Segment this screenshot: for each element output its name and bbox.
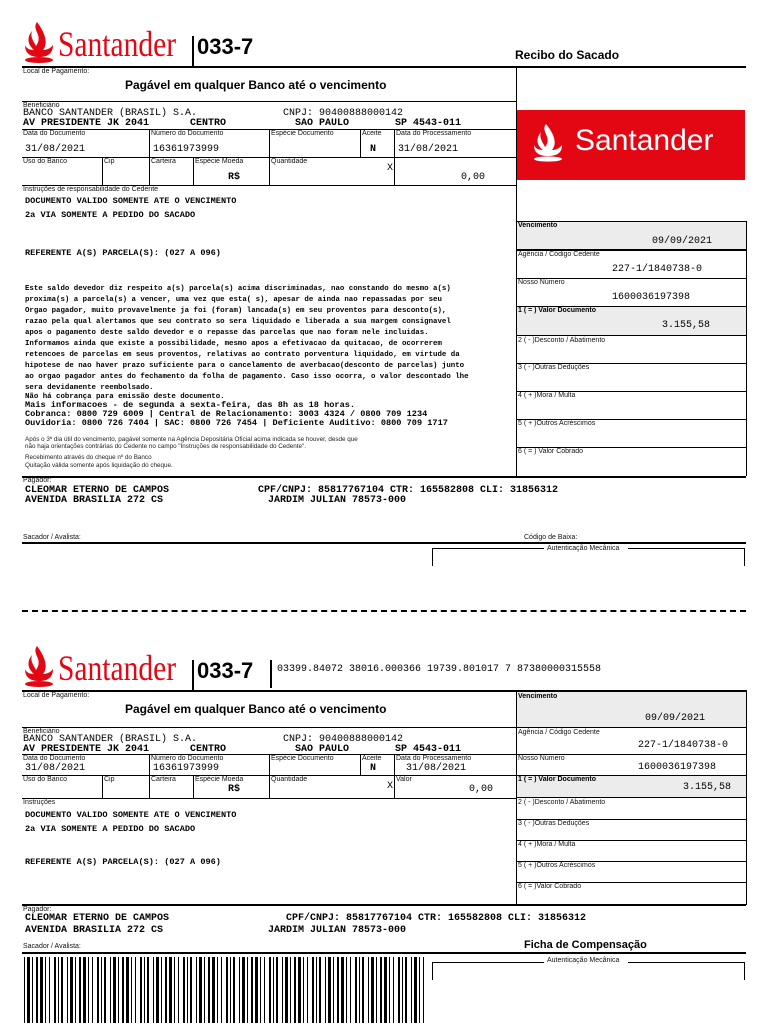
barcode-bar (110, 957, 111, 1023)
barcode-bar (217, 957, 218, 1023)
data-processamento-label: Data do Processamento (396, 130, 472, 137)
barcode-bar (282, 957, 283, 1023)
aceite-value: N (370, 144, 377, 155)
carteira-label: Carteira (151, 158, 176, 165)
paragraph-line: proxima(s) a parcela(s) a vencer, uma vez que esta( s), apesar de ainda nao repassadas por seu (25, 296, 442, 304)
barcode-bar (58, 957, 59, 1023)
barcode-bar (242, 957, 245, 1023)
barcode-bar (307, 957, 308, 1023)
barcode-bar (328, 957, 331, 1023)
bank-code: 033-7 (197, 34, 254, 59)
santander-wordmark: Santander (58, 24, 177, 64)
santander-wordmark: Santander (58, 648, 177, 688)
barcode-bar (402, 957, 403, 1023)
data-processamento-label: Data do Processamento (396, 755, 472, 762)
uso-banco-label: Uso do Banco (23, 776, 67, 783)
barcode-bar (359, 957, 360, 1023)
vencimento-label: Vencimento (518, 693, 558, 700)
barcode-bar (419, 957, 420, 1023)
data-processamento-value: 31/08/2021 (406, 763, 467, 774)
numero-documento-value: 16361973999 (153, 763, 220, 774)
barcode-bar (27, 957, 30, 1023)
barcode-bar (178, 957, 179, 1023)
barcode-bar (144, 957, 145, 1023)
bank-code: 033-7 (197, 658, 254, 683)
barcode-bar (233, 957, 235, 1023)
agencia-value: 227-1/1840738-0 (612, 264, 703, 275)
linha-digitavel: 03399.84072 38016.000366 19739.801017 7 87380000315558 (277, 664, 602, 675)
especie-moeda-label: Espécie Moeda (195, 776, 244, 783)
barcode-bar (88, 957, 89, 1023)
santander-banner (517, 110, 745, 180)
barcode-bar (384, 957, 387, 1023)
barcode-bar (398, 957, 400, 1023)
barcode-bar (350, 957, 351, 1023)
instrucao-parcelas: REFERENTE A(S) PARCELA(S): (027 A 096) (25, 248, 221, 258)
pagador-endereco: AVENIDA BRASILIA 272 CS (25, 925, 164, 936)
numero-documento-label: Número do Documento (151, 755, 224, 762)
barcode-bar (346, 957, 347, 1023)
barcode-bar (187, 957, 188, 1023)
agencia-value: 227-1/1840738-0 (638, 740, 729, 751)
aceite-label: Aceite (362, 755, 382, 762)
data-documento-label: Data do Documento (23, 130, 86, 137)
cut-line (22, 610, 746, 612)
especie-moeda-value: R$ (228, 784, 241, 795)
barcode-bar (389, 957, 390, 1023)
aceite-value: N (370, 763, 377, 774)
valor-label: Valor (396, 776, 412, 783)
barcode-bar (92, 957, 93, 1023)
santander-flame-icon (531, 122, 565, 162)
barcode-bar (196, 957, 197, 1023)
agencia-label: Agência / Código Cedente (518, 251, 600, 258)
instrucoes-label: Instruções de responsabilidade do Cedente (23, 186, 159, 193)
barcode-bar (341, 957, 344, 1023)
valor-value: 0,00 (469, 784, 494, 795)
barcode-bar (230, 957, 231, 1023)
barcode-bar (156, 957, 159, 1023)
nosso-numero-value: 1600036197398 (612, 292, 691, 303)
barcode-bar (212, 957, 215, 1023)
barcode-bar (49, 957, 50, 1023)
barcode-bar (264, 957, 265, 1023)
barcode-bar (269, 957, 271, 1023)
paragraph-line: Orgao pagador, muito provavelmente ja foi (foram) lancada(s) em seu proventos para desconto(s), (25, 307, 447, 315)
barcode-bar (147, 957, 149, 1023)
barcode-bar (204, 957, 205, 1023)
paragraph-line: sera devidamente reembolsado. (25, 384, 154, 392)
barcode-bar (355, 957, 357, 1023)
valor-cobrado-label: 6 ( = )Valor Cobrado (518, 883, 582, 890)
recibo-title: Recibo do Sacado (515, 48, 620, 62)
beneficiario-name: BANCO SANTANDER (BRASIL) S.A. (23, 734, 198, 745)
beneficiario-address: AV PRESIDENTE JK 2041 (23, 118, 150, 129)
valor-cobrado-label: 6 ( = ) Valor Cobrado (518, 448, 584, 455)
codigo-baixa-label: Código de Baixa: (524, 534, 578, 541)
pagador-nome: CLEOMAR ETERNO DE CAMPOS (25, 913, 170, 924)
instrucoes-label: Instruções (23, 799, 56, 806)
barcode-bar (169, 957, 172, 1023)
barcode-bar (45, 957, 46, 1023)
barcode-bar (113, 957, 116, 1023)
barcode-bar (104, 957, 106, 1023)
beneficiario-cnpj: CNPJ: 90400888000142 (283, 734, 404, 745)
ficha-title: Ficha de Compensação (524, 939, 647, 951)
pagador-endereco: AVENIDA BRASILIA 272 CS (25, 495, 164, 506)
agencia-label: Agência / Código Cedente (518, 729, 600, 736)
data-documento-value: 31/08/2021 (25, 763, 86, 774)
nosso-numero-value: 1600036197398 (638, 762, 717, 773)
barcode-bar (260, 957, 261, 1023)
nosso-numero-label: Nosso Número (518, 279, 565, 286)
instrucao-2: 2a VIA SOMENTE A PEDIDO DO SACADO (25, 210, 196, 220)
barcode-bar (174, 957, 175, 1023)
numero-documento-value: 16361973999 (153, 144, 220, 155)
data-documento-value: 31/08/2021 (25, 144, 86, 155)
barcode-bar (298, 957, 301, 1023)
barcode-bar (208, 957, 210, 1023)
barcode-bar (79, 957, 81, 1023)
beneficiario-cidade: SAO PAULO (295, 118, 350, 129)
paragraph-line: hipotese de nao haver prazo suficiente para o cancelamento de averbacao(desconto de parcelas) junto (25, 362, 465, 370)
nota-cheque-1: Recebimento através do cheque nº do Banco (25, 454, 152, 461)
barcode-bar (273, 957, 274, 1023)
local-pagamento-value: Pagável em qualquer Banco até o vencimento (125, 78, 387, 92)
pagador-label: Pagador: (23, 906, 52, 913)
valor-documento-value: 3.155,58 (662, 320, 711, 331)
barcode-bar (393, 957, 394, 1023)
barcode-bar (405, 957, 407, 1023)
barcode (24, 957, 424, 1023)
barcode-bar (337, 957, 339, 1023)
outras-deducoes-label: 3 ( - )Outras Deduções (518, 364, 590, 371)
barcode-bar (101, 957, 102, 1023)
ouvidoria-telefones: Ouvidoria: 0800 726 7404 | SAC: 0800 726 7454 | Deficiente Auditivo: 0800 709 1717 (25, 418, 448, 428)
barcode-bar (83, 957, 86, 1023)
especie-documento-label: Espécie Documento (271, 755, 334, 762)
pagador-nome: CLEOMAR ETERNO DE CAMPOS (25, 485, 170, 496)
santander-banner-wordmark: Santander (575, 124, 714, 157)
nosso-numero-label: Nosso Número (518, 755, 565, 762)
instrucao-1: DOCUMENTO VALIDO SOMENTE ATE O VENCIMENTO (25, 810, 237, 820)
paragraph-line: apos o pagamento deste saldo devedor e o repasse das parcelas que nao foram nele incluidas. (25, 329, 429, 337)
outras-deducoes-label: 3 ( - )Outras Deduções (518, 820, 590, 827)
barcode-bar (190, 957, 192, 1023)
valor-documento-value: 3.155,58 (683, 782, 732, 793)
nota-vencimento-2: não haja orientações contrárias do Cedente no campo "Instruções de responsabilidade do Cedente". (25, 443, 307, 450)
barcode-bar (312, 957, 314, 1023)
barcode-bar (40, 957, 43, 1023)
barcode-bar (32, 957, 33, 1023)
valor-documento-label: 1 ( = ) Valor Documento (518, 307, 596, 314)
especie-moeda-label: Espécie Moeda (195, 158, 244, 165)
barcode-bar (61, 957, 63, 1023)
paragraph-line: Este saldo devedor diz respeito a(s) parcela(s) acima discriminadas, nao constando do mesmo a(s) (25, 285, 451, 293)
local-pagamento-label: Local de Pagamento: (23, 68, 90, 75)
paragraph-line: retencoes de parcelas em seus proventos, relativas ao contrato porventura liquidado, em virtude da (25, 351, 460, 359)
x-mark: X (387, 163, 394, 174)
barcode-bar (135, 957, 136, 1023)
barcode-bar (131, 957, 132, 1023)
paragraph-line: razao pela qual alertamos que seu contrato so sera liquidado e liberada a sua margem consignavel (25, 318, 451, 326)
vencimento-value: 09/09/2021 (645, 713, 706, 724)
barcode-bar (362, 957, 364, 1023)
carteira-label: Carteira (151, 776, 176, 783)
barcode-bar (75, 957, 76, 1023)
desconto-label: 2 ( - )Desconto / Abatimento (518, 799, 606, 806)
beneficiario-cidade: SAO PAULO (295, 744, 350, 755)
barcode-bar (411, 957, 412, 1023)
barcode-bar (319, 957, 321, 1023)
barcode-bar (276, 957, 278, 1023)
pagador-bairro-cep: JARDIM JULIAN 78573-000 (268, 925, 407, 936)
nota-vencimento-1: Após o 3º dia útil do vencimento, pagável somente na Agência Depositária Oficial acima indicada se houver, desde que (25, 436, 358, 443)
barcode-bar (247, 957, 248, 1023)
beneficiario-uf-cep: SP 4543-011 (395, 744, 462, 755)
beneficiario-cnpj: CNPJ: 90400888000142 (283, 108, 404, 119)
sacador-label: Sacador / Avalista: (23, 534, 81, 541)
barcode-bar (161, 957, 162, 1023)
cip-label: Cip (104, 776, 115, 783)
local-pagamento-value: Pagável em qualquer Banco até o vencimento (125, 702, 387, 716)
beneficiario-address: AV PRESIDENTE JK 2041 (23, 744, 150, 755)
pagador-bairro-cep: JARDIM JULIAN 78573-000 (268, 495, 407, 506)
paragraph-line: ao orgao pagador antes do fechamento da folha de pagamento. Caso isso ocorra, o valor descontado lhe (25, 373, 469, 381)
beneficiario-bairro: CENTRO (190, 118, 227, 129)
instrucao-1: DOCUMENTO VALIDO SOMENTE ATE O VENCIMENTO (25, 196, 237, 206)
barcode-bar (199, 957, 202, 1023)
barcode-bar (70, 957, 73, 1023)
barcode-bar (251, 957, 253, 1023)
barcode-bar (325, 957, 326, 1023)
barcode-bar (126, 957, 129, 1023)
mora-multa-label: 4 ( + )Mora / Multa (518, 841, 576, 848)
vencimento-value: 09/09/2021 (652, 236, 713, 247)
barcode-bar (36, 957, 38, 1023)
instrucao-2: 2a VIA SOMENTE A PEDIDO DO SACADO (25, 824, 196, 834)
barcode-bar (239, 957, 240, 1023)
barcode-bar (333, 957, 334, 1023)
especie-moeda-value: R$ (228, 172, 241, 183)
uso-banco-label: Uso do Banco (23, 158, 67, 165)
barcode-bar (285, 957, 288, 1023)
pagador-label: Pagador: (23, 477, 52, 484)
beneficiario-name: BANCO SANTANDER (BRASIL) S.A. (23, 108, 198, 119)
valor-documento-label: 1 ( = ) Valor Documento (518, 776, 596, 783)
barcode-bar (153, 957, 154, 1023)
sacador-label: Sacador / Avalista: (23, 943, 81, 950)
beneficiario-bairro: CENTRO (190, 744, 227, 755)
barcode-bar (226, 957, 228, 1023)
valor-value: 0,00 (461, 172, 486, 183)
paragraph-line: Informamos ainda que existe a possibilidade, mesmo apos a efetivacao da quitacao, de ocorrerem (25, 340, 442, 348)
nota-cheque-2: Quitação válida somente após liquidação do cheque. (25, 462, 173, 469)
barcode-bar (67, 957, 68, 1023)
barcode-bar (97, 957, 99, 1023)
barcode-bar (290, 957, 291, 1023)
barcode-bar (24, 957, 25, 1023)
barcode-bar (221, 957, 222, 1023)
autenticacao-mecanica-label: Autenticação Mecânica (547, 957, 620, 964)
cobranca-info: Não há cobrança para emissão deste documento. (25, 393, 225, 401)
barcode-bar (303, 957, 304, 1023)
barcode-bar (118, 957, 119, 1023)
barcode-bar (165, 957, 167, 1023)
santander-flame-icon (22, 644, 56, 688)
barcode-bar (423, 957, 424, 1023)
barcode-bar (255, 957, 258, 1023)
local-pagamento-label: Local de Pagamento: (23, 692, 90, 699)
barcode-bar (140, 957, 142, 1023)
quantidade-label: Quantidade (271, 158, 308, 165)
vencimento-label: Vencimento (518, 222, 558, 229)
instrucao-parcelas: REFERENTE A(S) PARCELA(S): (027 A 096) (25, 857, 221, 867)
barcode-bar (54, 957, 56, 1023)
especie-documento-label: Espécie Documento (271, 130, 334, 137)
outros-acrescimos-label: 5 ( + )Outros Acréscimos (518, 420, 596, 427)
barcode-bar (368, 957, 369, 1023)
barcode-bar (294, 957, 296, 1023)
aceite-label: Aceite (362, 130, 382, 137)
beneficiario-uf-cep: SP 4543-011 (395, 118, 462, 129)
pagador-cpf-ctr-cli: CPF/CNPJ: 85817767104 CTR: 165582808 CLI: 31856312 (258, 485, 559, 496)
autenticacao-mecanica-label: Autenticação Mecânica (547, 545, 620, 552)
cip-label: Cip (104, 158, 115, 165)
barcode-bar (183, 957, 185, 1023)
x-mark: X (387, 781, 394, 792)
data-processamento-value: 31/08/2021 (398, 144, 459, 155)
barcode-bar (376, 957, 377, 1023)
desconto-label: 2 ( - )Desconto / Abatimento (518, 337, 606, 344)
beneficiario-label: Beneficiário (23, 728, 60, 735)
horario-info: Mais informacoes - de segunda a sexta-feira, das 8h as 18 horas. (25, 400, 356, 410)
mora-multa-label: 4 ( + )Mora / Multa (518, 392, 576, 399)
outros-acrescimos-label: 5 ( + )Outros Acréscimos (518, 862, 596, 869)
beneficiario-label: Beneficiário (23, 102, 60, 109)
cobranca-telefones: Cobranca: 0800 729 6009 | Central de Relacionamento: 3003 4324 / 0800 709 1234 (25, 409, 428, 419)
barcode-bar (380, 957, 382, 1023)
barcode-bar (414, 957, 417, 1023)
quantidade-label: Quantidade (271, 776, 308, 783)
barcode-bar (371, 957, 374, 1023)
barcode-bar (122, 957, 124, 1023)
numero-documento-label: Número do Documento (151, 130, 224, 137)
santander-flame-icon (22, 20, 56, 64)
pagador-cpf-ctr-cli: CPF/CNPJ: 85817767104 CTR: 165582808 CLI: 31856312 (286, 913, 587, 924)
data-documento-label: Data do Documento (23, 755, 86, 762)
barcode-bar (316, 957, 317, 1023)
